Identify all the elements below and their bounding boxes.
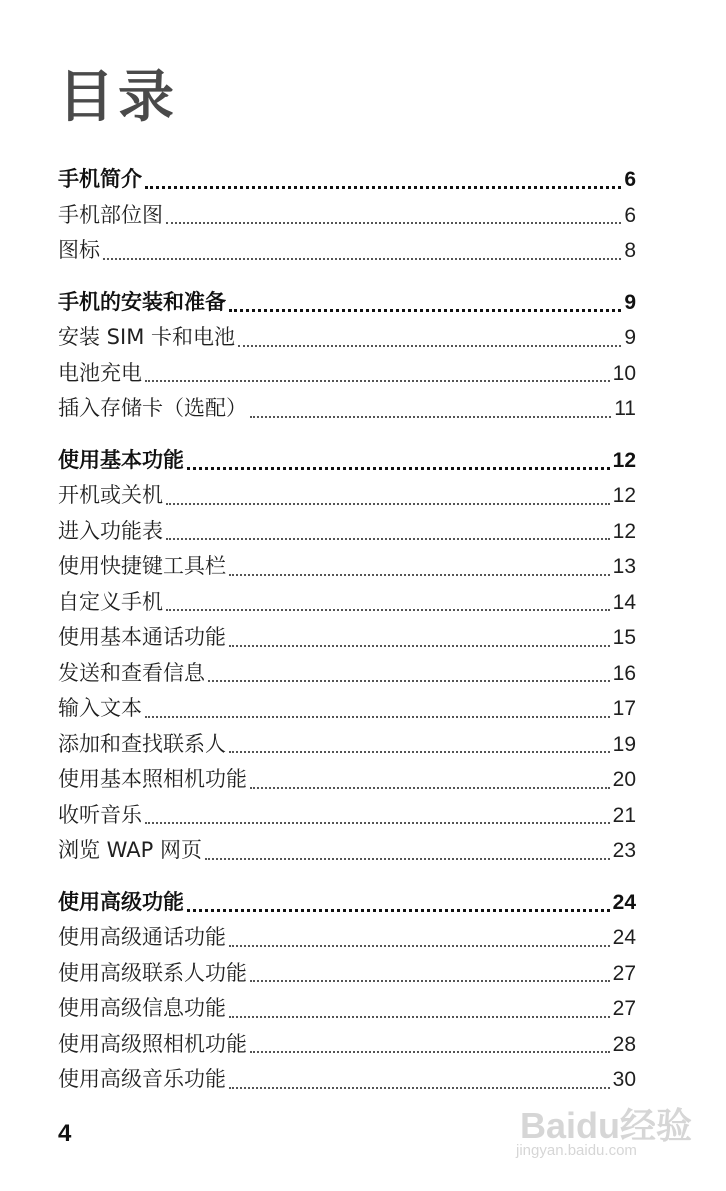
toc-entry-page: 10 [612,361,636,385]
dot-leader [145,716,610,718]
toc-entry-page: 8 [624,239,636,262]
toc-section [58,162,636,269]
toc-entry-label: 插入存储卡（选配） [58,396,247,420]
toc-entry-page: 27 [612,961,636,985]
toc-entry-page: 30 [612,1068,636,1091]
toc-entry-page: 17 [612,697,636,720]
toc-entry-label: 电池充电 [58,360,142,385]
dot-leader [145,822,610,824]
toc-entry-page: 20 [612,768,636,791]
toc-entry-label: 图标 [58,238,100,262]
toc-entry[interactable] [58,833,636,869]
toc-entry-page: 28 [612,1032,636,1056]
toc-entry-label: 添加和查找联系人 [58,731,226,756]
toc-entry-page: 14 [612,590,636,614]
table-of-contents [58,162,636,1114]
toc-section-heading[interactable] [58,285,636,321]
toc-entry-label: 进入功能表 [58,518,163,543]
dot-leader [187,909,610,912]
toc-entry[interactable] [58,727,636,763]
toc-entry-page: 12 [612,484,636,507]
toc-section [58,443,636,869]
toc-entry[interactable] [58,233,636,269]
toc-entry[interactable] [58,991,636,1027]
toc-section-heading[interactable] [58,162,636,198]
toc-entry-page: 12 [612,519,636,543]
toc-entry-label: 收听音乐 [58,802,142,827]
toc-entry-label: 开机或关机 [58,483,163,507]
toc-entry-label: 使用高级音乐功能 [58,1067,226,1091]
toc-entry-label: 浏览 WAP 网页 [58,838,202,862]
toc-entry[interactable] [58,356,636,392]
dot-leader [229,751,610,753]
toc-entry-label: 使用高级联系人功能 [58,960,247,985]
toc-entry-label: 使用高级信息功能 [58,996,226,1020]
toc-entry-page: 12 [612,448,636,472]
toc-entry-page: 23 [612,839,636,862]
toc-entry-page: 16 [612,661,636,685]
toc-entry-page: 15 [612,626,636,649]
toc-entry-label: 使用高级照相机功能 [58,1031,247,1056]
dot-leader [250,1051,610,1053]
toc-entry-label: 自定义手机 [58,589,163,614]
toc-entry-page: 27 [612,997,636,1020]
toc-entry[interactable] [58,656,636,692]
dot-leader [166,538,610,540]
toc-section [58,885,636,1098]
toc-entry[interactable] [58,514,636,550]
dot-leader [166,503,610,505]
dot-leader [187,467,610,470]
toc-entry[interactable] [58,549,636,585]
toc-entry[interactable] [58,956,636,992]
dot-leader [238,345,621,347]
toc-entry-page: 13 [612,555,636,578]
dot-leader [229,645,610,647]
toc-entry[interactable] [58,585,636,621]
toc-entry-page: 9 [624,290,636,314]
toc-entry[interactable] [58,320,636,356]
toc-entry-label: 发送和查看信息 [58,660,205,685]
toc-entry[interactable] [58,920,636,956]
dot-leader [229,574,610,576]
dot-leader [250,787,610,789]
toc-entry-page: 9 [624,326,636,349]
toc-entry[interactable] [58,798,636,834]
baidu-watermark [516,1098,696,1168]
dot-leader [166,609,610,611]
dot-leader [250,416,611,418]
dot-leader [229,309,621,312]
toc-entry-page: 19 [612,732,636,756]
toc-entry-label: 安装 SIM 卡和电池 [58,325,235,349]
toc-entry-label: 使用基本功能 [58,447,184,472]
toc-entry[interactable] [58,198,636,234]
page-number: 4 [58,1120,72,1147]
toc-entry-label: 使用基本通话功能 [58,625,226,649]
toc-entry-page: 21 [612,803,636,827]
toc-entry[interactable] [58,762,636,798]
dot-leader [229,1016,610,1018]
toc-entry[interactable] [58,1062,636,1098]
dot-leader [103,258,621,260]
dot-leader [145,380,610,382]
toc-entry-page: 24 [612,890,636,914]
toc-entry-page: 24 [612,926,636,949]
toc-entry-label: 使用基本照相机功能 [58,767,247,791]
toc-entry-label: 使用高级功能 [58,889,184,914]
dot-leader [205,858,610,860]
toc-entry[interactable] [58,620,636,656]
watermark-brand: Baidu经验 [520,1105,693,1146]
toc-section-heading[interactable] [58,885,636,921]
dot-leader [250,980,610,982]
dot-leader [145,186,621,189]
toc-entry[interactable] [58,691,636,727]
toc-entry-page: 6 [624,168,636,191]
toc-entry[interactable] [58,1027,636,1063]
dot-leader [229,1087,610,1089]
toc-entry-label: 手机部位图 [58,202,163,227]
watermark-url: jingyan.baidu.com [516,1142,637,1159]
toc-section-heading[interactable] [58,443,636,479]
toc-entry-label: 手机简介 [58,167,142,191]
toc-entry-page: 11 [614,397,636,420]
toc-entry-label: 使用快捷键工具栏 [58,554,226,578]
toc-entry[interactable] [58,391,636,427]
toc-entry-label: 使用高级通话功能 [58,925,226,949]
toc-entry-page: 6 [624,203,636,227]
dot-leader [208,680,610,682]
toc-entry-label: 手机的安装和准备 [58,289,226,314]
dot-leader [166,222,621,224]
toc-entry[interactable] [58,478,636,514]
dot-leader [229,945,610,947]
toc-section [58,285,636,427]
page-title: 目录 [58,65,178,130]
toc-entry-label: 输入文本 [58,696,142,720]
